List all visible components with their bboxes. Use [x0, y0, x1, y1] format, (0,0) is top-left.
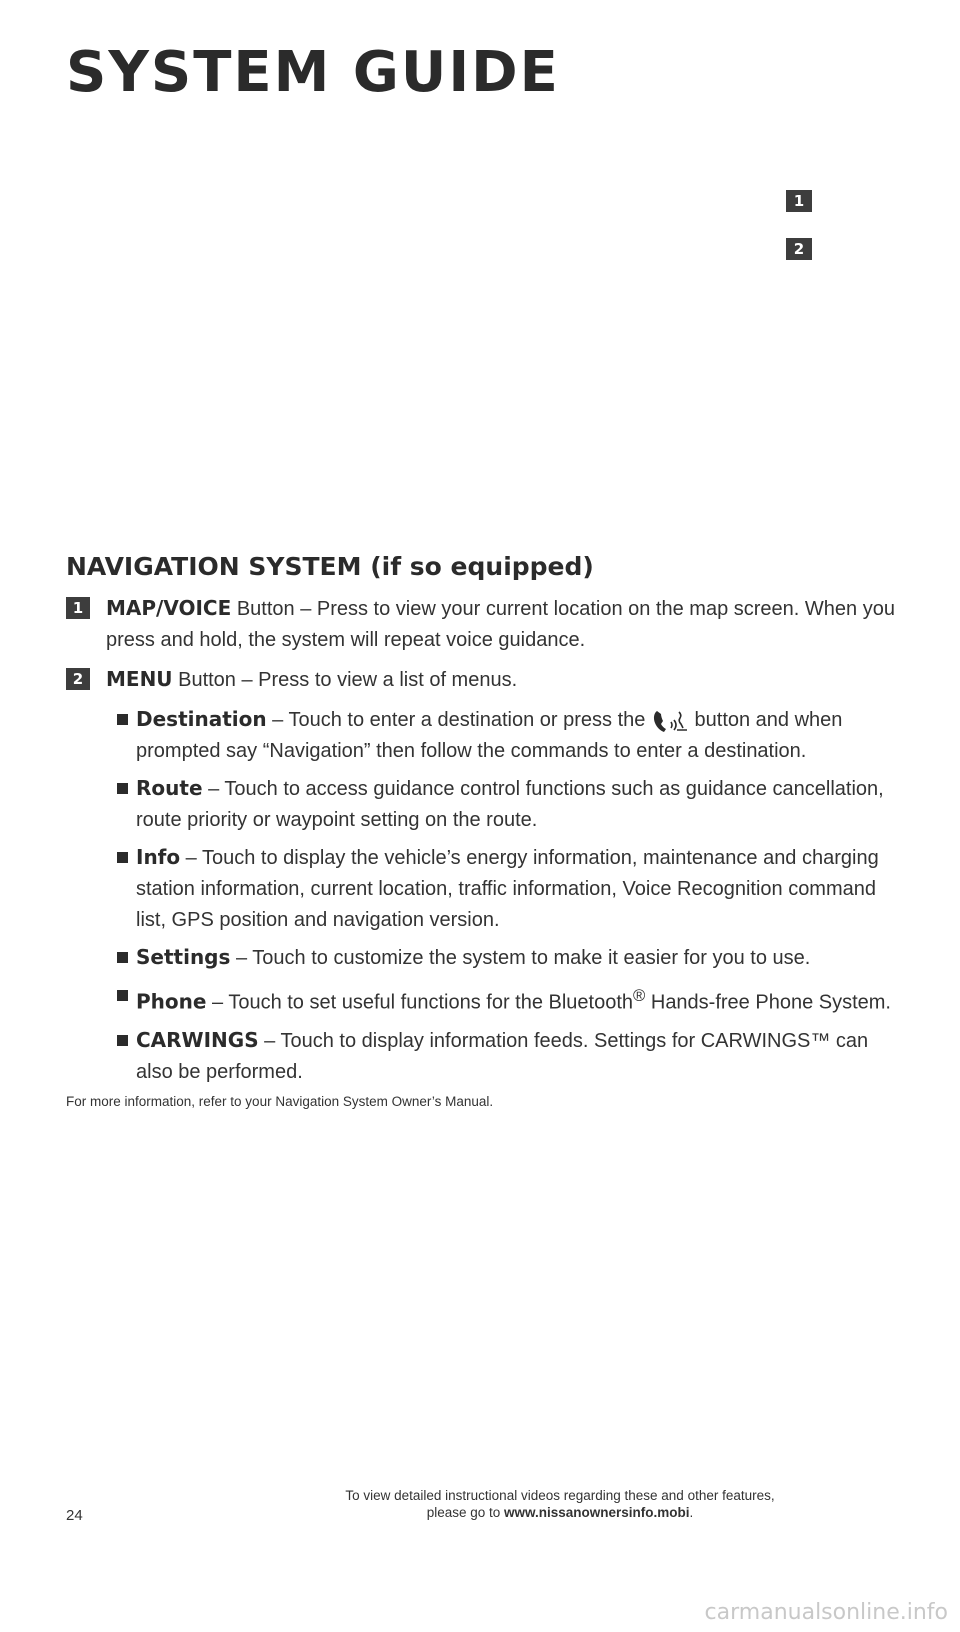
item-term: Info [136, 845, 181, 869]
item-term: CARWINGS [136, 1027, 259, 1052]
item-term: MAP/VOICE [106, 596, 232, 620]
item-text: – Touch to customize the system to make it easier for you to use. [230, 947, 811, 969]
list-item-info [66, 842, 896, 936]
list-item-phone [66, 980, 896, 1019]
item-text: Button – Press to view a list of menus. [172, 669, 518, 691]
list-item-carwings [66, 1025, 896, 1088]
navigation-system-section [66, 552, 896, 1109]
item-term: Destination [136, 707, 267, 731]
square-bullet-icon [117, 714, 128, 725]
footer-text [340, 1487, 780, 1521]
callout-badge-2: 2 [786, 238, 812, 260]
footer-prefix: please go to [426, 1505, 504, 1520]
item-text: – Touch to display the vehicle’s energy information, maintenance and charging station information, current location, traffic information, Voice Recognition command list, GPS position and navigation version. [136, 847, 879, 931]
voice-recognition-icon [651, 709, 689, 731]
registered-mark: ® [633, 986, 646, 1005]
item-text: Button – Press to view your current location on the map screen. When you press and hold, the system will repeat voice guidance. [106, 598, 895, 651]
page-title: SYSTEM GUIDE [66, 40, 560, 105]
footer-suffix: . [689, 1505, 694, 1520]
number-badge-1: 1 [66, 597, 90, 619]
item-text: – Touch to enter a destination or press the [266, 709, 651, 731]
item-term: Route [136, 776, 203, 800]
square-bullet-icon [117, 952, 128, 963]
callout-badge-1: 1 [786, 190, 812, 212]
item-text: – Touch to access guidance control functions such as guidance cancellation, route priority or waypoint setting on the route. [136, 778, 884, 831]
menu-options-list [66, 704, 896, 1088]
item-text: button and when prompted say “Navigation” then follow the commands to enter a destination. [136, 709, 843, 762]
square-bullet-icon [117, 783, 128, 794]
item-text: Hands-free Phone System. [645, 991, 891, 1014]
item-text: – Touch to set useful functions for the Bluetooth [206, 991, 634, 1014]
footer-line-1: To view detailed instructional videos regarding these and other features, [345, 1488, 775, 1503]
list-item-settings [66, 942, 896, 974]
page-number: 24 [66, 1507, 83, 1524]
item-term: Settings [136, 945, 231, 969]
item-term: MENU [106, 667, 173, 691]
section-heading: NAVIGATION SYSTEM (if so equipped) [66, 552, 594, 581]
square-bullet-icon [117, 990, 128, 1001]
item-text: – Touch to display information feeds. Settings for CARWINGS™ can also be performed. [136, 1029, 869, 1083]
footer-line-2 [340, 1504, 780, 1521]
item-menu [66, 664, 896, 696]
list-item-route [66, 773, 896, 836]
item-map-voice [66, 593, 896, 656]
reference-note: For more information, refer to your Navigation System Owner’s Manual. [66, 1093, 494, 1109]
number-badge-2: 2 [66, 668, 90, 690]
square-bullet-icon [117, 1035, 128, 1046]
item-term: Phone [136, 989, 207, 1014]
watermark: carmanualsonline.info [704, 1600, 948, 1625]
square-bullet-icon [117, 852, 128, 863]
list-item-destination [66, 704, 896, 767]
footer-link[interactable]: www.nissanownersinfo.mobi [504, 1505, 690, 1520]
